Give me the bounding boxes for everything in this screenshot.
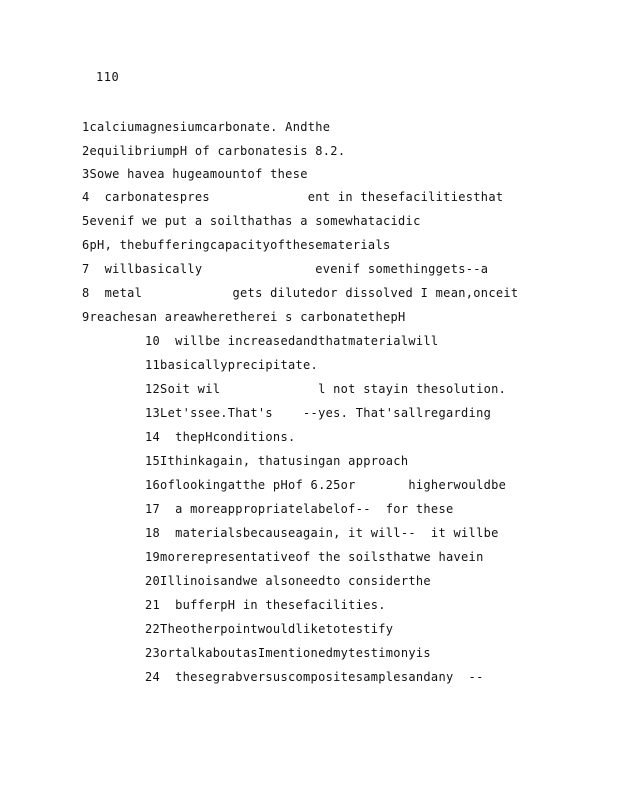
transcript-line-9: 9reachesan areawheretherei s carbonatethepH xyxy=(82,310,406,324)
transcript-line-16: 16oflookingatthe pHof 6.25or higherwouldbe xyxy=(145,478,507,492)
transcript-line-3: 3Sowe havea hugeamountof these xyxy=(82,167,308,181)
transcript-line-11: 11basicallyprecipitate. xyxy=(145,358,319,372)
transcript-line-20: 20Illinoisandwe alsoneedto considerthe xyxy=(145,574,431,588)
transcript-line-15: 15Ithinkagain, thatusingan approach xyxy=(145,454,409,468)
transcript-line-21: 21 bufferpH in thesefacilities. xyxy=(145,598,386,612)
transcript-line-4: 4 carbonatespres ent in thesefacilitiesthat xyxy=(82,190,504,204)
page-number: 110 xyxy=(96,70,120,84)
transcript-line-23: 23ortalkaboutasImentionedmytestimonyis xyxy=(145,646,431,660)
transcript-line-22: 22Theotherpointwouldliketotestify xyxy=(145,622,394,636)
transcript-line-7: 7 willbasically evenif somethinggets--a xyxy=(82,262,489,276)
transcript-line-10: 10 willbe increasedandthatmaterialwill xyxy=(145,334,439,348)
transcript-line-12: 12Soit wil l not stayin thesolution. xyxy=(145,382,507,396)
transcript-line-8: 8 metal gets dilutedor dissolved I mean,onceit xyxy=(82,286,519,300)
transcript-line-19: 19morerepresentativeof the soilsthatwe havein xyxy=(145,550,484,564)
transcript-line-18: 18 materialsbecauseagain, it will-- it willbe xyxy=(145,526,499,540)
transcript-line-17: 17 a moreappropriatelabelof-- for these xyxy=(145,502,454,516)
transcript-line-5: 5evenif we put a soilthathas a somewhatacidic xyxy=(82,214,421,228)
transcript-line-14: 14 thepHconditions. xyxy=(145,430,296,444)
transcript-line-13: 13Let'ssee.That's --yes. That'sallregarding xyxy=(145,406,492,420)
transcript-line-1: 1calciumagnesiumcarbonate. Andthe xyxy=(82,120,331,134)
transcript-line-6: 6pH, thebufferingcapacityofthesematerials xyxy=(82,238,391,252)
transcript-line-2: 2equilibriumpH of carbonatesis 8.2. xyxy=(82,144,346,158)
transcript-line-24: 24 thesegrabversuscompositesamplesandany -- xyxy=(145,670,484,684)
